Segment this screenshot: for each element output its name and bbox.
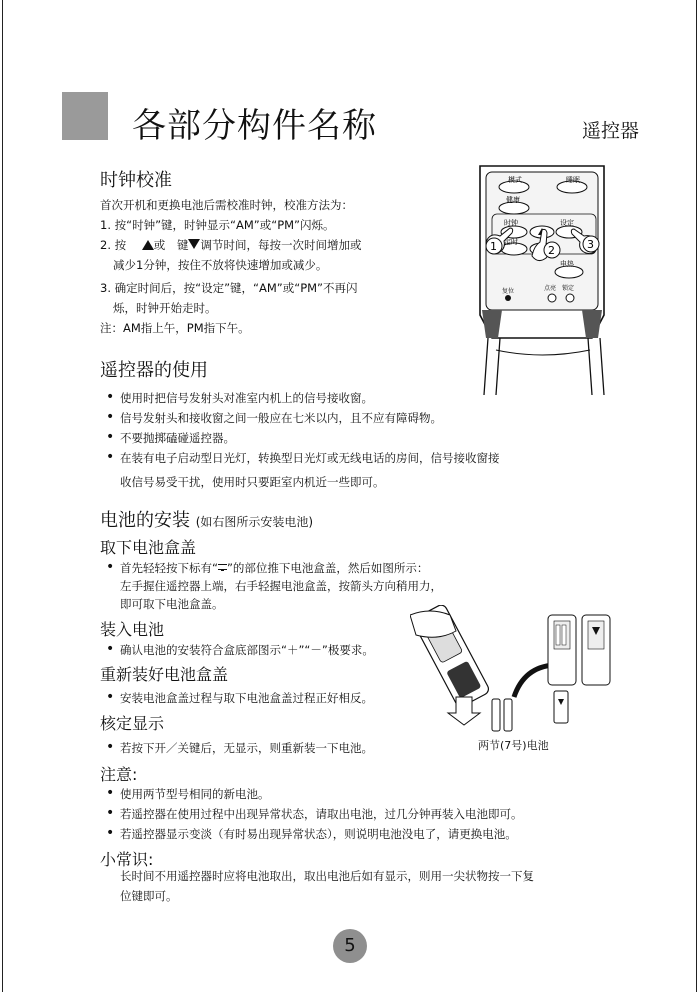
label-light: 点亮 [544,285,557,292]
label-health: 健康 [506,196,520,204]
remote-control-illustration [472,160,612,400]
reset-button [505,295,511,301]
bracket-curve [496,350,590,355]
clock-intro: 首次开机和更换电池后需校准时钟，校准方法为： [100,198,353,212]
clock-step-2 [100,235,361,255]
down-triangle-icon [188,239,200,249]
usage-list [104,388,500,468]
remove-text-d: 即可取下电池盒盖。 [120,597,224,611]
list-item: • 确认电池的安装符合盒底部图示“＋”“－”极要求。 [104,640,374,660]
label-clock: 时钟 [504,219,518,227]
callout-1: 1 [490,240,497,253]
refit-cover-heading: 重新装好电池盒盖 [100,665,229,684]
battery-heading-note: (如右图所示安装电池) [195,515,314,529]
tips-line-1: 长时间不用遥控器时应将电池取出，取出电池后如有显示，则用一尖状物按一下复 [120,869,534,883]
list-item [104,558,428,578]
usage-heading: 遥控器的使用 [100,360,208,381]
remove-cover-heading: 取下电池盒盖 [100,538,197,557]
insert-battery-heading: 装入电池 [100,620,165,639]
lock-button [566,294,574,302]
up-triangle-icon [142,240,154,250]
clock-step-2-d: 调节时间，每按一次时间增加或 [200,238,362,252]
battery-heading [100,506,313,532]
clock-step-3-cont: 烁，时钟开始走时。 [113,301,217,315]
list-item: • 若遥控器显示变淡（有时易出现异常状态），则说明电池没电了，请更换电池。 [104,824,523,844]
refit-cover-list [104,688,373,708]
bracket-rail [588,338,604,395]
clock-note: 注：AM指上午，PM指下午。 [100,321,250,335]
light-button [548,294,556,302]
caution-heading: 注意: [100,765,138,784]
tips-line-2: 位键即可。 [120,889,178,903]
list-item [104,448,500,468]
page-number: 5 [333,929,367,963]
bracket-rail [484,338,500,395]
list-item: • 信号发射头和接收窗之间一般应在七米以内，且不应有障碍物。 [104,408,500,428]
callout-3: 3 [587,238,594,251]
clock-step-2-a: 2. 按 [100,238,127,252]
usage-item-4-a: 在装有电子启动型日光灯，转换型日光灯或无线电话的房间，信号接收窗接 [120,451,500,465]
list-item: • 不要抛掷磕碰遥控器。 [104,428,500,448]
label-set: 设定 [560,219,574,227]
list-item: • 使用两节型号相同的新电池。 [104,784,523,804]
label-heat: 电热 [560,260,574,268]
list-item: • 若遥控器在使用过程中出现异常状态，请取出电池，过几分钟再装入电池即可。 [104,804,523,824]
remove-text-c: 左手握住遥控器上端，右手轻握电池盒盖，按箭头方向稍用力， [120,579,442,593]
battery-installation-illustration [410,605,620,755]
label-sleep: 睡眠 [566,176,580,184]
clock-step-2-cont: 减少1分钟，按住不放将快速增加或减少。 [113,258,328,272]
page-title: 各部分构件名称 [132,106,377,146]
insert-battery-list [104,640,374,660]
remove-text-b: ”的部位推下电池盒盖，然后如图所示： [226,561,429,575]
clock-step-1: 1. 按“时钟”键，时钟显示“AM”或“PM”闪烁。 [100,218,335,232]
battery-aaa [492,699,500,731]
battery-cover [554,691,568,723]
right-border-line [696,0,697,992]
label-mode: 模式 [508,176,522,184]
remove-cover-list [104,558,428,578]
label-reset: 复位 [502,288,515,295]
battery-heading-text: 电池的安装 [100,510,190,531]
label-lock: 锁定 [562,285,575,292]
clock-step-3: 3. 确定时间后，按“设定”键，“AM”或“PM”不再闪 [100,281,358,295]
battery-aaa [504,699,512,731]
verify-display-heading: 核定显示 [100,714,165,733]
battery-caption: 两节(7号)电池 [478,739,549,752]
clock-heading: 时钟校准 [100,170,172,191]
usage-item-4-cont: 收信号易受干扰，使用时只要距室内机近一些即可。 [120,475,385,489]
clock-step-2-c: 键 [176,238,189,252]
left-border-line [2,0,3,992]
cover-release-icon [218,564,227,570]
list-item: • 使用时把信号发射头对准室内机上的信号接收窗。 [104,388,500,408]
list-item: • 若按下开／关键后，无显示，则重新装一下电池。 [104,738,373,758]
section-marker [62,92,108,140]
section-tag: 遥控器 [582,120,640,142]
hand-outline [410,611,456,637]
remove-text-a: 首先轻轻按下标有“ [120,561,218,575]
verify-display-list [104,738,373,758]
tips-heading: 小常识: [100,850,154,869]
down-arrow-icon [448,697,480,725]
clock-step-2-b: 或 [153,238,166,252]
caution-list [104,784,523,844]
list-item: • 安装电池盒盖过程与取下电池盒盖过程正好相反。 [104,688,373,708]
label-timer: 定时 [504,238,518,246]
callout-2: 2 [548,244,555,257]
